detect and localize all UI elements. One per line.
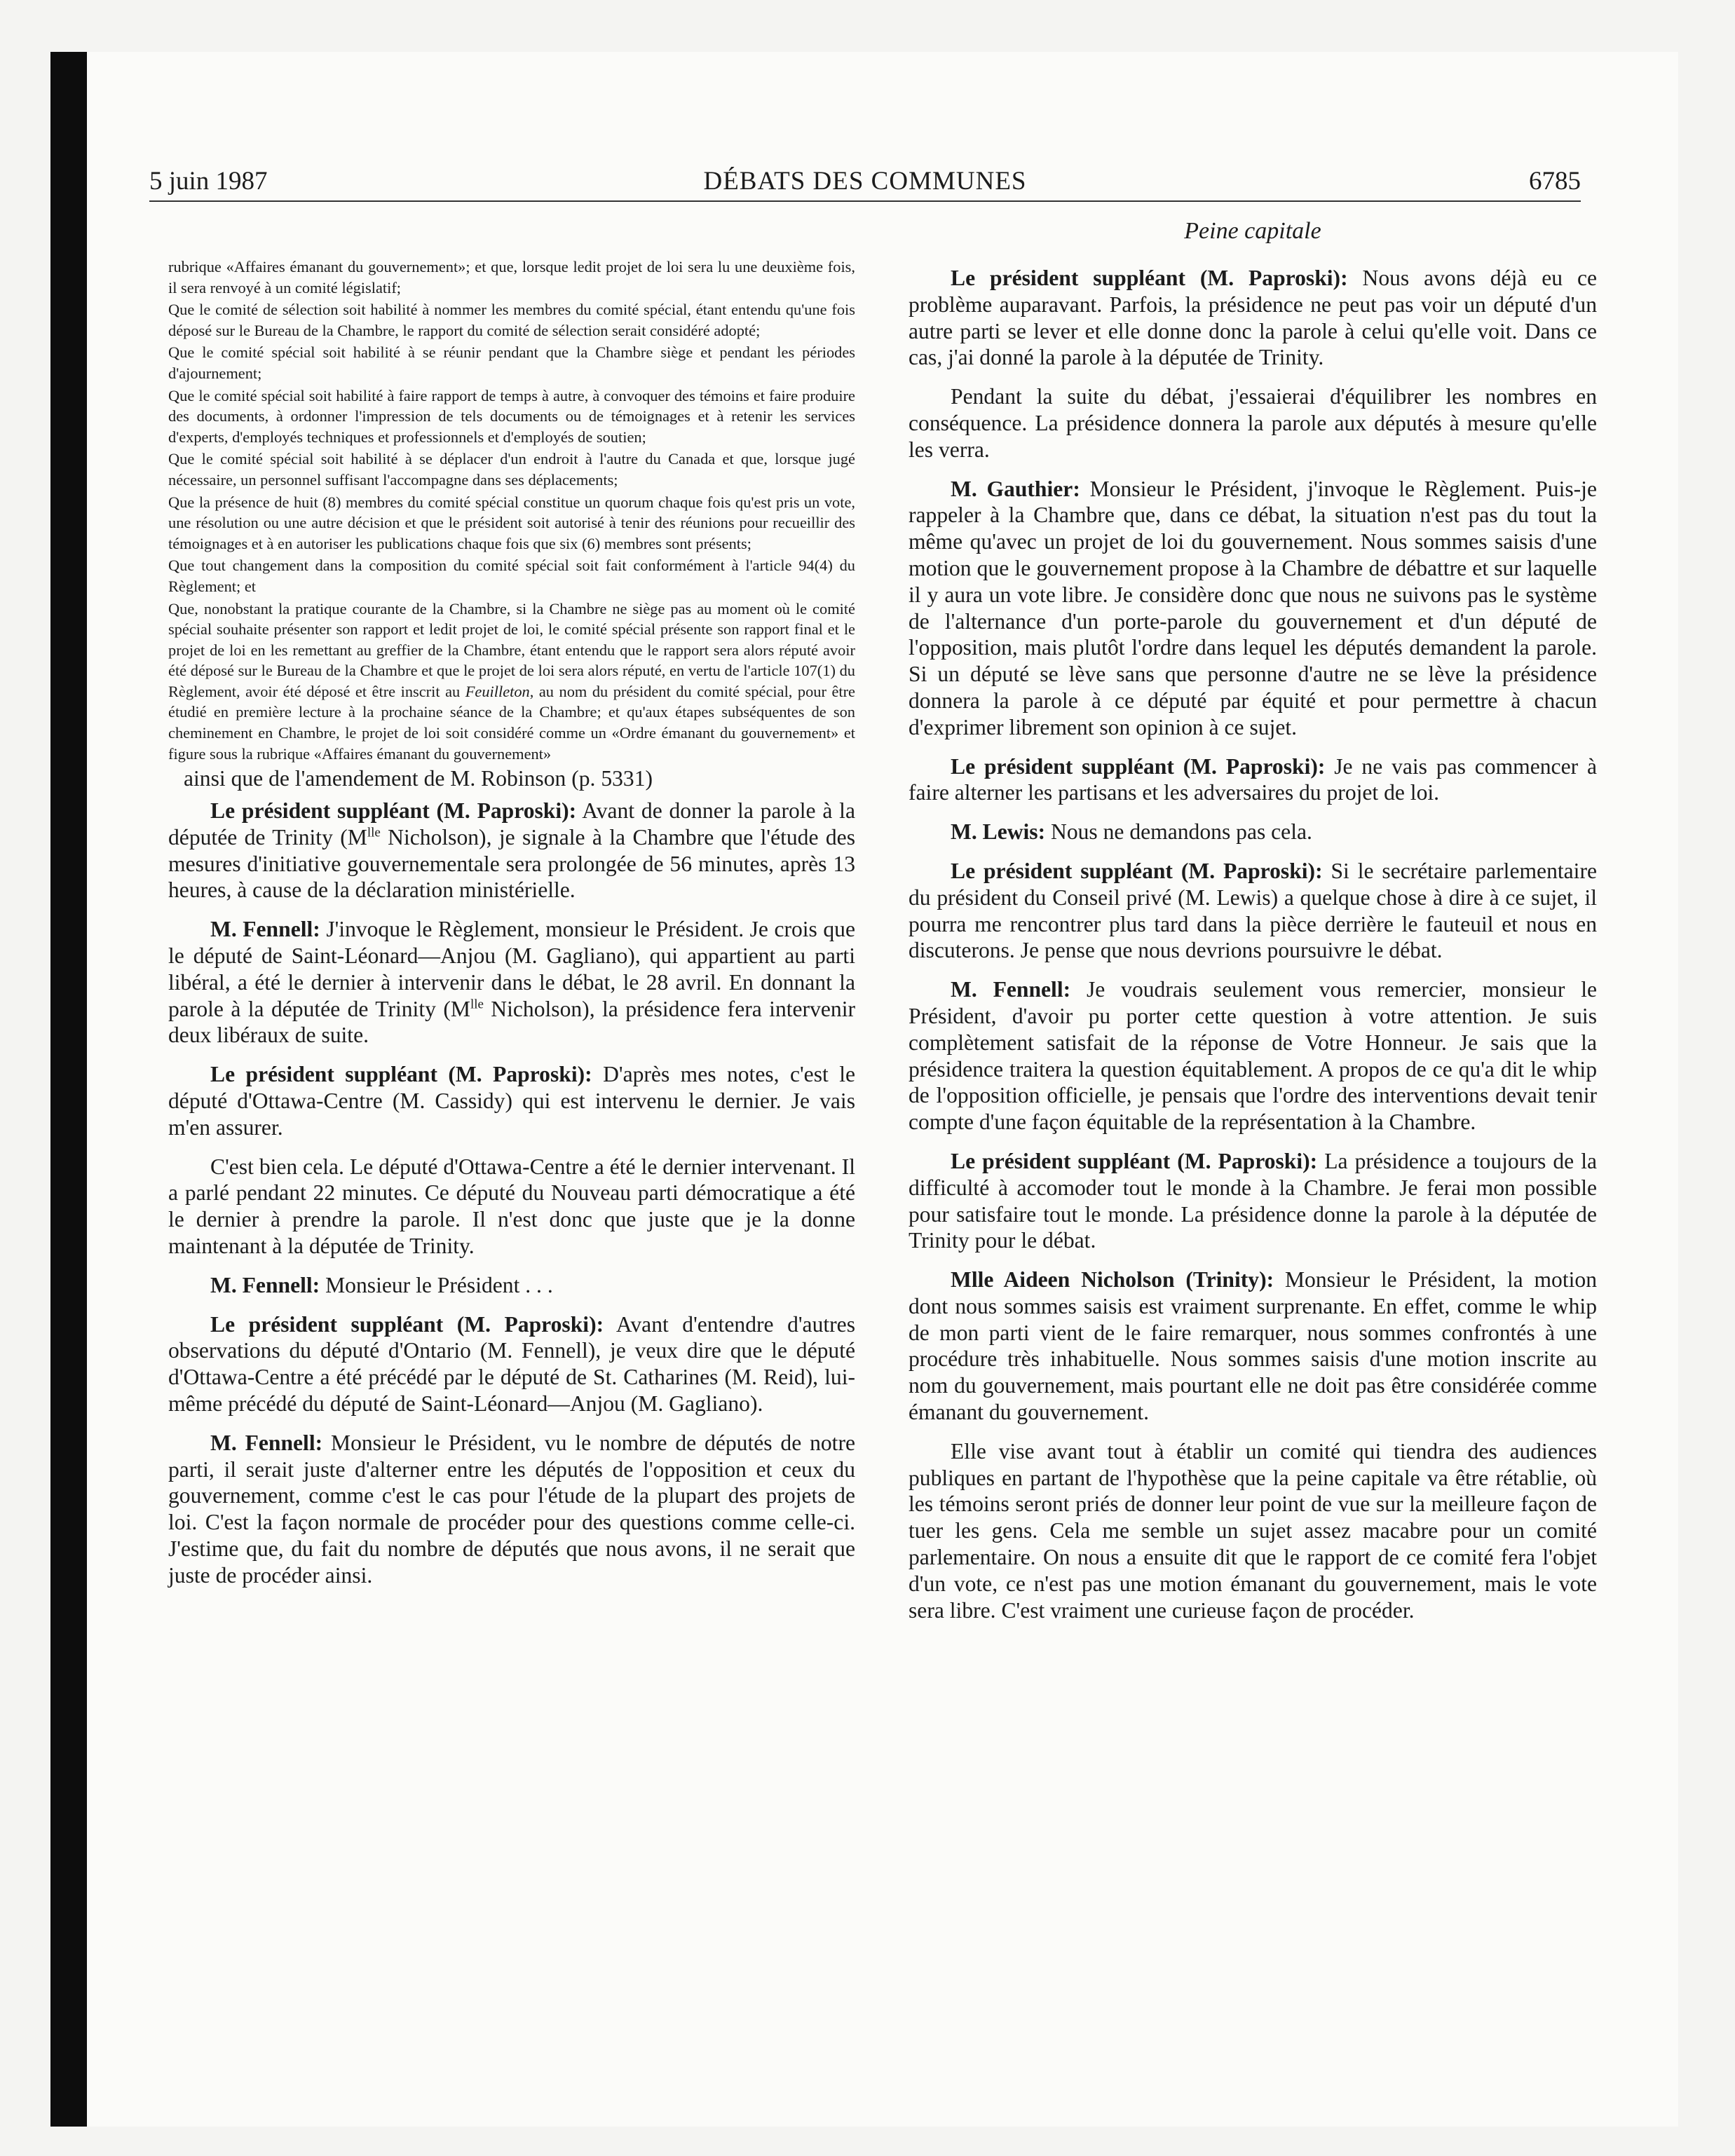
speaker-name: M. Lewis: [951, 819, 1046, 845]
motion-paragraph-final [168, 599, 855, 765]
amendment-line: ainsi que de l'amendement de M. Robinson (p. 5331) [184, 766, 653, 791]
speech-paragraph [909, 476, 1597, 741]
speech-text: Monsieur le Président . . . [320, 1272, 553, 1297]
speech-paragraph [168, 1272, 855, 1299]
speech-text: La présidence a toujours de la difficulté à accomoder tout le monde à la Chambre. Je ferai mon possible pour satisfaire tout le monde. La présidence donne la parole à la députée de Trinity pour le débat. [909, 1148, 1597, 1253]
speech-paragraph [909, 1148, 1597, 1254]
speaker-name: Le président suppléant (M. Paproski): [951, 1148, 1318, 1173]
speech-text: Nous ne demandons pas cela. [1045, 819, 1312, 845]
speaker-name: Le président suppléant (M. Paproski): [951, 753, 1326, 779]
speech-text: Monsieur le Président, j'invoque le Règlement. Puis-je rappeler à la Chambre que, dans ce débat, la situation n'est pas du tout la même qu'avec un projet de loi du gouvernement. Nous sommes saisis d'une motion que le gouvernement propose à la Chambre de débattre et sur laquelle il y aura un vote libre. Je considère donc que nous ne suivons pas le système de l'alternance d'un porte-parole du gouvernement et d'un député de l'opposition, mais plutôt l'ordre dans lequel les députés demandent la parole. Si un député se lève sans que personne d'autre ne se lève la présidence donnera la parole à ce député par équité et pour permettre à chacun d'exprimer librement son opinion à ce sujet. [909, 476, 1597, 739]
speech-text: Nicholson), je signale à la Chambre que l'étude des mesures d'initiative gouvernementale sera prolongée de 56 minutes, après 13 heures, à cause de la déclaration ministérielle. [168, 824, 855, 903]
speech-paragraph [909, 819, 1597, 845]
right-speeches [909, 265, 1597, 1623]
speech-paragraph [909, 383, 1597, 463]
speech-text: Monsieur le Président, vu le nombre de députés de notre parti, il serait juste d'alterner entre les députés de l'opposition et ceux du gouvernement, comme c'est le cas pour l'étude de la plupart des projets de loi. C'est la façon normale de procéder pour des questions comme celle-ci. J'estime que, du fait du nombre de députés que nous avons, il ne serait que juste de procéder ainsi. [168, 1430, 855, 1588]
speech-text: Je ne vais pas commencer à faire alterner les partisans et les adversaires du projet de loi. [909, 753, 1597, 805]
speaker-name: M. Fennell: [210, 1272, 320, 1297]
motion-paragraph: Que le comité spécial soit habilité à faire rapport de temps à autre, à convoquer des témoins et faire produire des documents, à ordonner l'impression de tels documents ou de témoignages et à retenir les services d'experts, d'employés techniques et professionnels et d'employés de soutien; [168, 386, 855, 446]
speech-text: D'après mes notes, c'est le député d'Ottawa-Centre (M. Cassidy) qui est intervenu le dernier. Je vais m'en assurer. [168, 1062, 855, 1140]
speaker-name: M. Fennell: [951, 977, 1071, 1002]
motion-paragraph: Que le comité spécial soit habilité à se réunir pendant que la Chambre siège et pendant les périodes d'ajournement; [168, 343, 855, 382]
speech-paragraph [168, 1061, 855, 1140]
speech-text: Nous avons déjà eu ce problème auparavant. Parfois, la présidence ne peut pas voir un député d'un autre parti se lever et elle donne donc la parole à celui qu'elle voit. Dans ce cas, j'ai donné la parole à la députée de Trinity. [909, 266, 1597, 370]
speech-text: Nicholson), la présidence fera intervenir deux libéraux de suite. [168, 996, 855, 1048]
speaker-name: Le président suppléant (M. Paproski): [210, 1311, 604, 1337]
motion-paragraph: rubrique «Affaires émanant du gouvernement»; et que, lorsque ledit projet de loi sera lu une deuxième fois, il sera renvoyé à un comité législatif; [168, 258, 855, 296]
speech-paragraph [909, 858, 1597, 964]
speaker-name: Le président suppléant (M. Paproski): [951, 266, 1348, 290]
speech-text: Je voudrais seulement vous remercier, monsieur le Président, d'avoir pu porter cette question à votre attention. Je suis complètement satisfait de la réponse de Votre Honneur. Je sais que la présidence traitera la question équitablement. A propos de ce qu'a dit le whip de l'opposition officielle, je pensais que l'ordre des interventions devait tenir compte d'une façon équitable de la représentation à la Chambre. [909, 977, 1597, 1135]
speech-paragraph [168, 1430, 855, 1589]
motion-paragraph: Que le comité de sélection soit habilité à nommer les membres du comité spécial, étant entendu qu'une fois déposé sur le Bureau de la Chambre, le rapport du comité de sélection serait considéré adopté; [168, 301, 855, 339]
subject-heading: Peine capitale [1184, 218, 1321, 244]
speaker-name: Le président suppléant (M. Paproski): [210, 1062, 592, 1087]
feuilleton-title: Feuilleton [465, 682, 530, 700]
speech-paragraph [909, 976, 1597, 1135]
motion-paragraph: Que la présence de huit (8) membres du comité spécial constitue un quorum chaque fois qu'est pris un vote, une résolution ou une autre décision et que le président soit autorisé à tenir des réunions pour recueillir des témoignages et à en autoriser les publications chaque fois que six (6) membres sont présents; [168, 493, 855, 552]
speech-paragraph [168, 1311, 855, 1417]
motion-paragraph: Que le comité spécial soit habilité à se déplacer d'un endroit à l'autre du Canada et que, lorsque jugé nécessaire, un personnel suffisant l'accompagne dans ses déplacements; [168, 450, 855, 489]
left-column [168, 210, 855, 1602]
header-page-number: 6785 [1529, 167, 1581, 196]
scan-border [50, 52, 87, 2127]
superscript: lle [470, 997, 484, 1012]
speech-paragraph [909, 753, 1597, 807]
header-rule [149, 200, 1581, 202]
speech-text: Elle vise avant tout à établir un comité qui tiendra des audiences publiques en partant de l'hypothèse que la peine capitale va être rétablie, où les témoins seront priés de donner leur point de vue sur la meilleure façon de tuer les gens. Cela me semble un sujet assez macabre pour un comité parlementaire. On nous a ensuite dit que le rapport de ce comité fera l'objet d'un vote, ce n'est pas une motion émanant du gouvernement, mais le vote sera libre. C'est vraiment une curieuse façon de procéder. [909, 1438, 1597, 1623]
header-title: DÉBATS DES COMMUNES [703, 167, 1027, 196]
speech-text: Si le secrétaire parlementaire du président du Conseil privé (M. Lewis) a quelque chose à dire à ce sujet, il pourra me rencontrer plus tard dans la pièce derrière le fauteuil et nous en discuterons. Je pense que nous devrions poursuivre le débat. [909, 858, 1597, 963]
speaker-name: M. Fennell: [210, 917, 320, 942]
speaker-name: Le président suppléant (M. Paproski): [951, 858, 1323, 883]
superscript: lle [367, 825, 381, 840]
page-header [149, 163, 1581, 200]
motion-text [168, 257, 855, 764]
motion-paragraph: Que tout changement dans la composition du comité spécial soit fait conformément à l'article 94(4) du Règlement; et [168, 557, 855, 595]
speech-paragraph [168, 916, 855, 1049]
motion-text-part: , au nom du président du comité spécial, pour être étudié en première lecture à la prochaine séance de la Chambre; et qu'aux étapes subséquentes de son cheminement en Chambre, le projet de loi soit considéré comme un «Ordre émanant du gouvernement» et figure sous la rubrique «Affaires émanant du gouvernement» [168, 682, 855, 763]
speech-paragraph [909, 265, 1597, 371]
left-speeches [168, 765, 855, 1588]
speaker-name: Le président suppléant (M. Paproski): [210, 798, 577, 824]
motion-text-part: Que, nonobstant la pratique courante de la Chambre, si la Chambre ne siège pas au moment où le comité spécial souhaite présenter son rapport et ledit projet de loi, le comité spécial présente son rapport final et le projet de loi en les remettant au greffier de la Chambre, étant entendu que le rapport sera alors réputé avoir été déposé sur le Bureau de la Chambre et que le projet de loi sera alors réputé, en vertu de l'article 107(1) du Règlement, avoir été déposé et être inscrit au [168, 599, 855, 700]
speech-text: J'invoque le Règlement, monsieur le Président. Je crois que le député de Saint-Léonard—Anjou (M. Gagliano), qui appartient au parti libéral, a été le dernier à intervenir dans le débat, le 28 avril. En donnant la parole à la députée de Trinity (M [168, 917, 855, 1021]
right-column [909, 210, 1597, 1636]
speech-text: Avant d'entendre d'autres observations du député d'Ontario (M. Fennell), je veux dire que le député d'Ottawa-Centre a été précédé par le député de St. Catharines (M. Reid), lui-même précédé du député de Saint-Léonard—Anjou (M. Gagliano). [168, 1311, 855, 1416]
speech-paragraph [909, 1267, 1597, 1426]
speaker-name: M. Fennell: [210, 1430, 323, 1455]
speech-paragraph [909, 1438, 1597, 1624]
speaker-name: Mlle Aideen Nicholson (Trinity): [951, 1267, 1274, 1292]
speech-paragraph [168, 798, 855, 903]
speech-text: Monsieur le Président, la motion dont nous sommes saisis est vraiment surprenante. En effet, comme le whip de mon parti vient de le faire remarquer, nous sommes confrontés à une procédure très inhabituelle. Nous sommes saisis d'une motion inscrite au nom du gouvernement, mais pourtant elle ne doit pas être considérée comme émanant du gouvernement. [909, 1267, 1597, 1425]
speaker-name: M. Gauthier: [951, 476, 1080, 501]
speech-text: Pendant la suite du débat, j'essaierai d'équilibrer les nombres en conséquence. La présidence donnera la parole aux députés à mesure qu'elle les verra. [909, 384, 1597, 462]
header-date: 5 juin 1987 [149, 167, 268, 196]
speech-text: Avant de donner la parole à la députée de Trinity (M [168, 798, 855, 850]
speech-paragraph: C'est bien cela. Le député d'Ottawa-Centre a été le dernier intervenant. Il a parlé pendant 22 minutes. Ce député du Nouveau parti démocratique a été le dernier à prendre la parole. Il n'est donc que juste que je la donne maintenant à la députée de Trinity. [168, 1154, 855, 1258]
